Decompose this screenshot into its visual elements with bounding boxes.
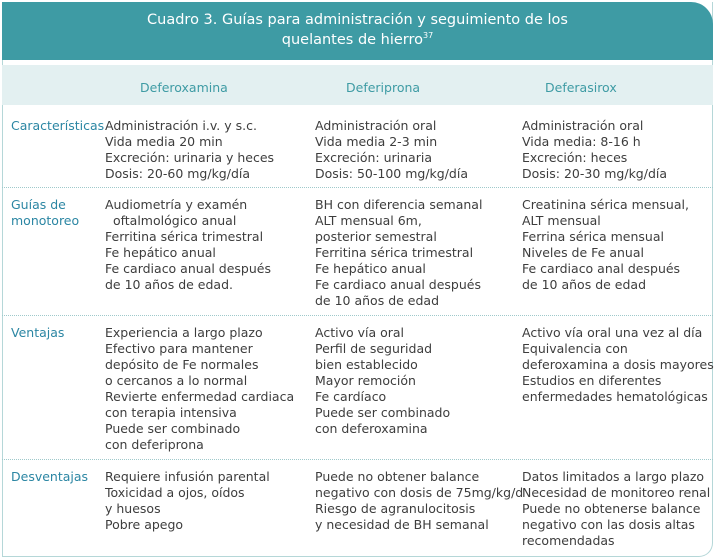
cell-line: Revierte enfermedad cardiaca [105,389,295,404]
cell-line: de 10 años de edad [522,277,647,292]
title-line-2 [2,30,713,50]
cell-line: Ferrina sérica mensual [522,229,664,244]
cell-line: Fe hepático anual [315,261,426,276]
cell-line: Perfil de seguridad [315,341,433,356]
row-label-guias-monitoreo [11,197,79,229]
title-line-1: Cuadro 3. Guías para administración y seguimiento de los [147,12,568,28]
cell-line: Requiere infusión parental [105,469,270,484]
cell-line: negativo con dosis de 75mg/kg/d [315,485,524,500]
cell-line: Ferritina sérica trimestral [105,229,264,244]
cell-line: Mayor remoción [315,373,416,388]
column-header-deferoxamina: Deferoxamina [140,80,228,95]
cell-line: Fe hepático anual [105,245,216,260]
cell-line: deferoxamina a dosis mayores [522,357,714,372]
cell-line: con deferiprona [105,437,204,452]
cell-line: Fe cardíaco [315,389,387,404]
cell-line: Dosis: 20-30 mg/kg/día [522,166,668,181]
cell-line: Vida media: 8-16 h [522,134,641,149]
row-divider [2,315,713,316]
table-title [2,2,713,60]
cell-line: Efectivo para mantener [105,341,253,356]
cell-line: Toxicidad a ojos, oídos [105,485,245,500]
cell-line: Puede ser combinado [105,421,241,436]
cell-line: o cercanos a lo normal [105,373,248,388]
cell-line: Puede ser combinado [315,405,451,420]
cell-line: depósito de Fe normales [105,357,259,372]
cell-line: Puede no obtenerse balance [522,501,701,516]
row-label-line: Desventajas [11,469,89,484]
cell-line: Datos limitados a largo plazo [522,469,705,484]
cell-line: Excreción: urinaria y heces [105,150,275,165]
cell-caracteristicas-deferoxamina [105,118,274,182]
cell-line: Fe cardiaco anual después [315,277,481,292]
cell-line: BH con diferencia semanal [315,197,483,212]
cell-desventajas-deferasirox [522,469,710,549]
cell-guias-monitoreo-deferiprona [315,197,482,309]
cell-line: negativo con las dosis altas [522,517,695,532]
cell-line: Activo vía oral [315,325,405,340]
cell-caracteristicas-deferasirox [522,118,667,182]
cell-line: Vida media 20 min [105,134,223,149]
column-header-deferiprona: Deferiprona [346,80,421,95]
row-label-line: monotoreo [11,213,80,228]
title-line-2-text: quelantes de hierro [281,32,424,48]
cell-line: Excreción: heces [522,150,628,165]
cell-line: Administración oral [522,118,644,133]
cell-guias-monitoreo-deferoxamina [105,197,271,293]
cell-line: con terapia intensiva [105,405,237,420]
cell-desventajas-deferiprona [315,469,523,533]
cell-line: Dosis: 20-60 mg/kg/día [105,166,251,181]
row-label-desventajas [11,469,88,485]
cell-line: con deferoxamina [315,421,428,436]
cell-line: Dosis: 50-100 mg/kg/día [315,166,468,181]
row-label-line: Características [11,118,105,133]
cell-line: Ferritina sérica trimestral [315,245,474,260]
cell-line: Administración i.v. y s.c. [105,118,257,133]
cell-ventajas-deferoxamina [105,325,294,453]
cell-line: enfermedades hematológicas [522,389,708,404]
column-header-deferasirox: Deferasirox [545,80,617,95]
cell-guias-monitoreo-deferasirox [522,197,689,293]
title-reference: 37 [423,31,434,41]
cell-line: de 10 años de edad. [105,277,233,292]
cell-line: Estudios en diferentes [522,373,662,388]
cell-line: Experiencia a largo plazo [105,325,263,340]
cell-line: Fe cardiaco anal después [522,261,681,276]
cell-line: Activo vía oral una vez al día [522,325,703,340]
cell-line: Fe cardiaco anual después [105,261,271,276]
row-divider [2,459,713,460]
cell-line: Niveles de Fe anual [522,245,644,260]
cell-line: Administración oral [315,118,437,133]
cell-line: Audiometría y examén [105,197,248,212]
cell-line: Creatinina sérica mensual, [522,197,689,212]
cell-line: Pobre apego [105,517,184,532]
cell-line: bien establecido [315,357,418,372]
cell-line: Vida media 2-3 min [315,134,438,149]
row-label-ventajas [11,325,64,341]
cell-line: Puede no obtener balance [315,469,480,484]
cell-line: posterior semestral [315,229,437,244]
cell-desventajas-deferoxamina [105,469,270,533]
cell-line: oftalmológico anual [105,213,237,228]
row-label-line: Guías de [11,197,66,212]
cell-line: ALT mensual [522,213,601,228]
cell-line: Equivalencia con [522,341,628,356]
row-label-line: Ventajas [11,325,65,340]
cell-line: y huesos [105,501,161,516]
cell-line: y necesidad de BH semanal [315,517,489,532]
cell-line: recomendadas [522,533,615,548]
row-label-caracteristicas [11,118,104,134]
cell-line: Excreción: urinaria [315,150,432,165]
cell-caracteristicas-deferiprona [315,118,468,182]
row-divider [2,187,713,188]
cell-ventajas-deferasirox [522,325,714,405]
cell-ventajas-deferiprona [315,325,450,437]
cell-line: Necesidad de monitoreo renal [522,485,711,500]
cell-line: ALT mensual 6m, [315,213,422,228]
cell-line: de 10 años de edad [315,293,440,308]
cell-line: Riesgo de agranulocitosis [315,501,476,516]
